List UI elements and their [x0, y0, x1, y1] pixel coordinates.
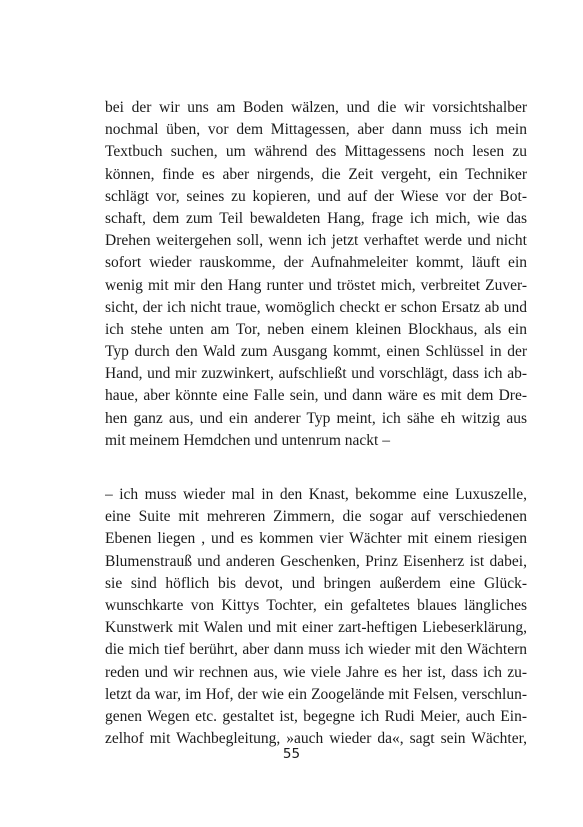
paragraph-1: [105, 97, 527, 452]
text-line: ich stehe unten am Tor, neben einem kleinen Blockhaus, als ein: [105, 320, 527, 338]
text-line: wunschkarte von Kittys Tochter, ein gefaltetes blaues längliches: [105, 596, 527, 614]
text-line: Textbuch suchen, um während des Mittagessens noch lesen zu: [105, 143, 527, 161]
text-line: Typ durch den Wald zum Ausgang kommt, einen Schlüssel in der: [105, 343, 527, 361]
text-line: mit meinem Hemdchen und untenrum nackt –: [105, 431, 390, 449]
text-line: sie sind höflich bis devot, und bringen außerdem eine Glück-: [105, 574, 527, 592]
page-number: 55: [282, 746, 301, 762]
text-line: haue, aber könnte eine Falle sein, und dann wäre es mit dem Dre-: [105, 387, 527, 405]
text-line: Blumenstrauß und anderen Geschenken, Prinz Eisenherz ist dabei,: [105, 552, 527, 570]
text-line: Kunstwerk mit Walen und mit einer zart-heftigen Liebeserklärung,: [105, 619, 527, 637]
text-line: bei der wir uns am Boden wälzen, und die wir vorsichtshalber: [105, 99, 527, 116]
text-line: sicht, der ich nicht traue, womöglich checkt er schon Ersatz ab und: [105, 298, 527, 316]
text-line: genen Wegen etc. gestaltet ist, begegne ich Rudi Meier, auch Ein-: [105, 707, 527, 725]
text-line: wenig mit mir den Hang runter und tröstet mich, verbreitet Zuver-: [105, 276, 527, 294]
text-line: schlägt vor, seines zu kopieren, und auf der Wiese vor der Bot-: [105, 187, 527, 205]
text-line: die mich tief berührt, aber dann muss ich wieder mit den Wächtern: [105, 641, 527, 659]
text-line: Ebenen liegen , und es kommen vier Wächter mit einem riesigen: [105, 530, 527, 548]
text-line: hen ganz aus, und ein anderer Typ meint, ich sähe eh witzig aus: [105, 409, 527, 427]
text-line: schaft, dem zum Teil bewaldeten Hang, frage ich mich, wie das: [105, 209, 527, 227]
text-line: letzt da war, im Hof, der wie ein Zoogelände mit Felsen, verschlun-: [105, 685, 527, 703]
text-line: Hand, und mir zuzwinkert, aufschließt und vorschlägt, dass ich ab-: [105, 365, 527, 383]
text-line: sofort wieder rauskomme, der Aufnahmeleiter kommt, läuft ein: [105, 254, 527, 272]
text-line: – ich muss wieder mal in den Knast, bekomme eine Luxuszelle,: [105, 486, 527, 503]
text-line: können, finde es aber nirgends, die Zeit vergeht, ein Techniker: [105, 165, 527, 183]
text-line: Drehen weitergehen soll, wenn ich jetzt verhaftet werde und nicht: [105, 232, 527, 250]
text-line: reden und wir rechnen aus, wie viele Jahre es her ist, dass ich zu-: [105, 663, 527, 681]
paragraph-2: [105, 484, 527, 750]
text-line: nochmal üben, vor dem Mittagessen, aber dann muss ich mein: [105, 121, 527, 139]
text-line: eine Suite mit mehreren Zimmern, die sogar auf verschiedenen: [105, 508, 527, 526]
text-line: zelhof mit Wachbegleitung, »auch wieder da«, sagt sein Wächter,: [105, 730, 527, 748]
